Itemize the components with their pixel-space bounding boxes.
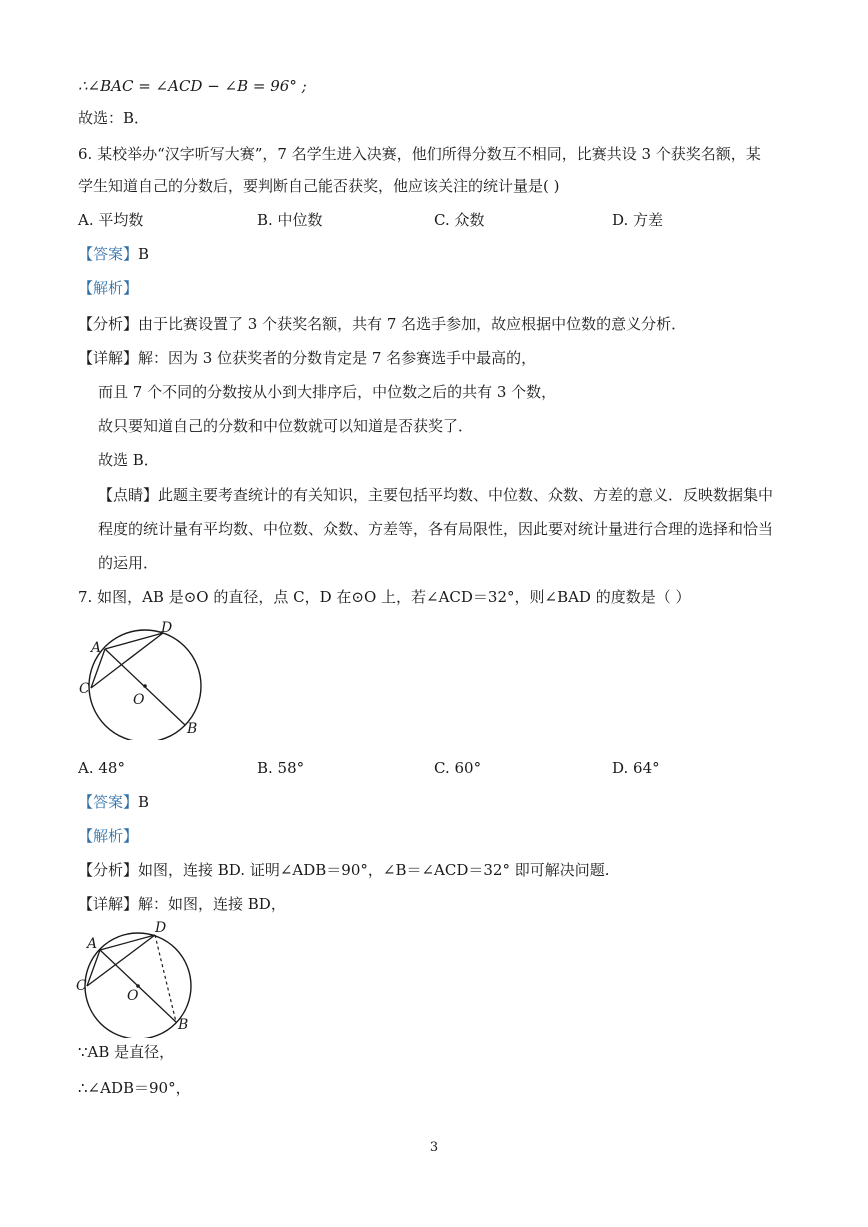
xiangjie-tag: 【详解】 <box>78 349 139 367</box>
q6-xiangjie <box>78 348 536 368</box>
label-c-2: C <box>76 978 87 994</box>
xiangjie-tag-7: 【详解】 <box>78 895 139 913</box>
q6-dianjing-3: 的运用． <box>98 554 159 572</box>
q7-fenxi <box>78 860 610 880</box>
q7-option-d: D. 64° <box>612 759 660 777</box>
chord-ad <box>105 633 163 649</box>
chord-cd <box>91 633 163 688</box>
q7-option-a: A. 48° <box>78 759 125 777</box>
label-d-2: D <box>155 920 167 936</box>
q6-xiangjie-2: 而且 7 个不同的分数按从小到大排序后，中位数之后的共有 3 个数， <box>98 383 557 401</box>
xiangjie-text: 解：因为 3 位获奖者的分数肯定是 7 名参赛选手中最高的， <box>138 349 537 367</box>
q6-option-a: A. 平均数 <box>78 211 144 229</box>
label-b: B <box>187 721 198 737</box>
q7-option-b: B. 58° <box>257 759 305 777</box>
center-dot <box>143 684 147 688</box>
q7-answer <box>78 792 149 812</box>
label-c: C <box>79 681 90 697</box>
q6-xiangjie-4: 故选 B． <box>98 451 159 469</box>
label-a: A <box>91 640 102 656</box>
q6-fenxi <box>78 314 686 334</box>
answer-value-7: B <box>138 793 150 811</box>
q7-option-c: C. 60° <box>434 759 482 777</box>
question-7: 7. 如图，AB 是⊙O 的直径，点 C，D 在⊙O 上，若∠ACD＝32°，则∠BAD 的度数是（ ） <box>78 588 691 606</box>
answer-tag-7: 【答案】 <box>78 793 139 811</box>
xiangjie-text-7: 解：如图，连接 BD， <box>138 895 286 913</box>
q6-option-d: D. 方差 <box>612 211 664 229</box>
question-6-line-2: 学生知道自己的分数后，要判断自己能否获奖，他应该关注的统计量是( ) <box>78 177 560 195</box>
chord-bd-dashed <box>155 935 176 1022</box>
q6-dianjing-2: 程度的统计量有平均数、中位数、众数、方差等，各有局限性，因此要对统计量进行合理的选择和恰当 <box>98 520 774 538</box>
q7-analysis-tag: 【解析】 <box>78 827 139 845</box>
q6-option-c: C. 众数 <box>434 211 485 229</box>
answer-tag: 【答案】 <box>78 245 139 263</box>
q6-answer <box>78 244 149 264</box>
because-ab-diameter: ∵AB 是直径， <box>78 1043 175 1061</box>
page-number: 3 <box>429 1140 439 1155</box>
fenxi-tag: 【分析】 <box>78 315 139 333</box>
circle-figure-1 <box>75 612 215 740</box>
label-o: O <box>133 692 145 708</box>
therefore-adb-90: ∴∠ADB＝90°， <box>78 1079 191 1097</box>
fenxi-text-7: 如图，连接 BD. 证明∠ADB＝90°，∠B＝∠ACD＝32° 即可解决问题. <box>138 861 610 879</box>
q7-xiangjie <box>78 894 286 914</box>
label-a-2: A <box>87 936 98 952</box>
choose-b-line: 故选：B． <box>78 109 150 127</box>
q6-analysis-tag: 【解析】 <box>78 279 139 297</box>
fenxi-text: 由于比赛设置了 3 个获奖名额，共有 7 名选手参加，故应根据中位数的意义分析． <box>138 315 687 333</box>
chord-cd-2 <box>87 935 155 986</box>
question-6-line-1: 6. 某校举办“汉字听写大赛”，7 名学生进入决赛，他们所得分数互不相同，比赛共设 3 个获奖名额，某 <box>78 145 761 163</box>
fenxi-tag-7: 【分析】 <box>78 861 139 879</box>
q6-option-b: B. 中位数 <box>257 211 323 229</box>
q6-dianjing-1: 【点睛】此题主要考查统计的有关知识，主要包括平均数、中位数、众数、方差的意义．反映数据集中 <box>98 486 774 504</box>
answer-value: B <box>138 245 150 263</box>
label-o-2: O <box>127 988 139 1004</box>
label-d: D <box>161 620 173 636</box>
q6-xiangjie-3: 故只要知道自己的分数和中位数就可以知道是否获奖了． <box>98 417 474 435</box>
label-b-2: B <box>178 1017 189 1033</box>
circle-figure-2 <box>75 918 205 1038</box>
angle-bac-result: ∴∠BAC = ∠ACD − ∠B = 96° ; <box>78 77 307 95</box>
